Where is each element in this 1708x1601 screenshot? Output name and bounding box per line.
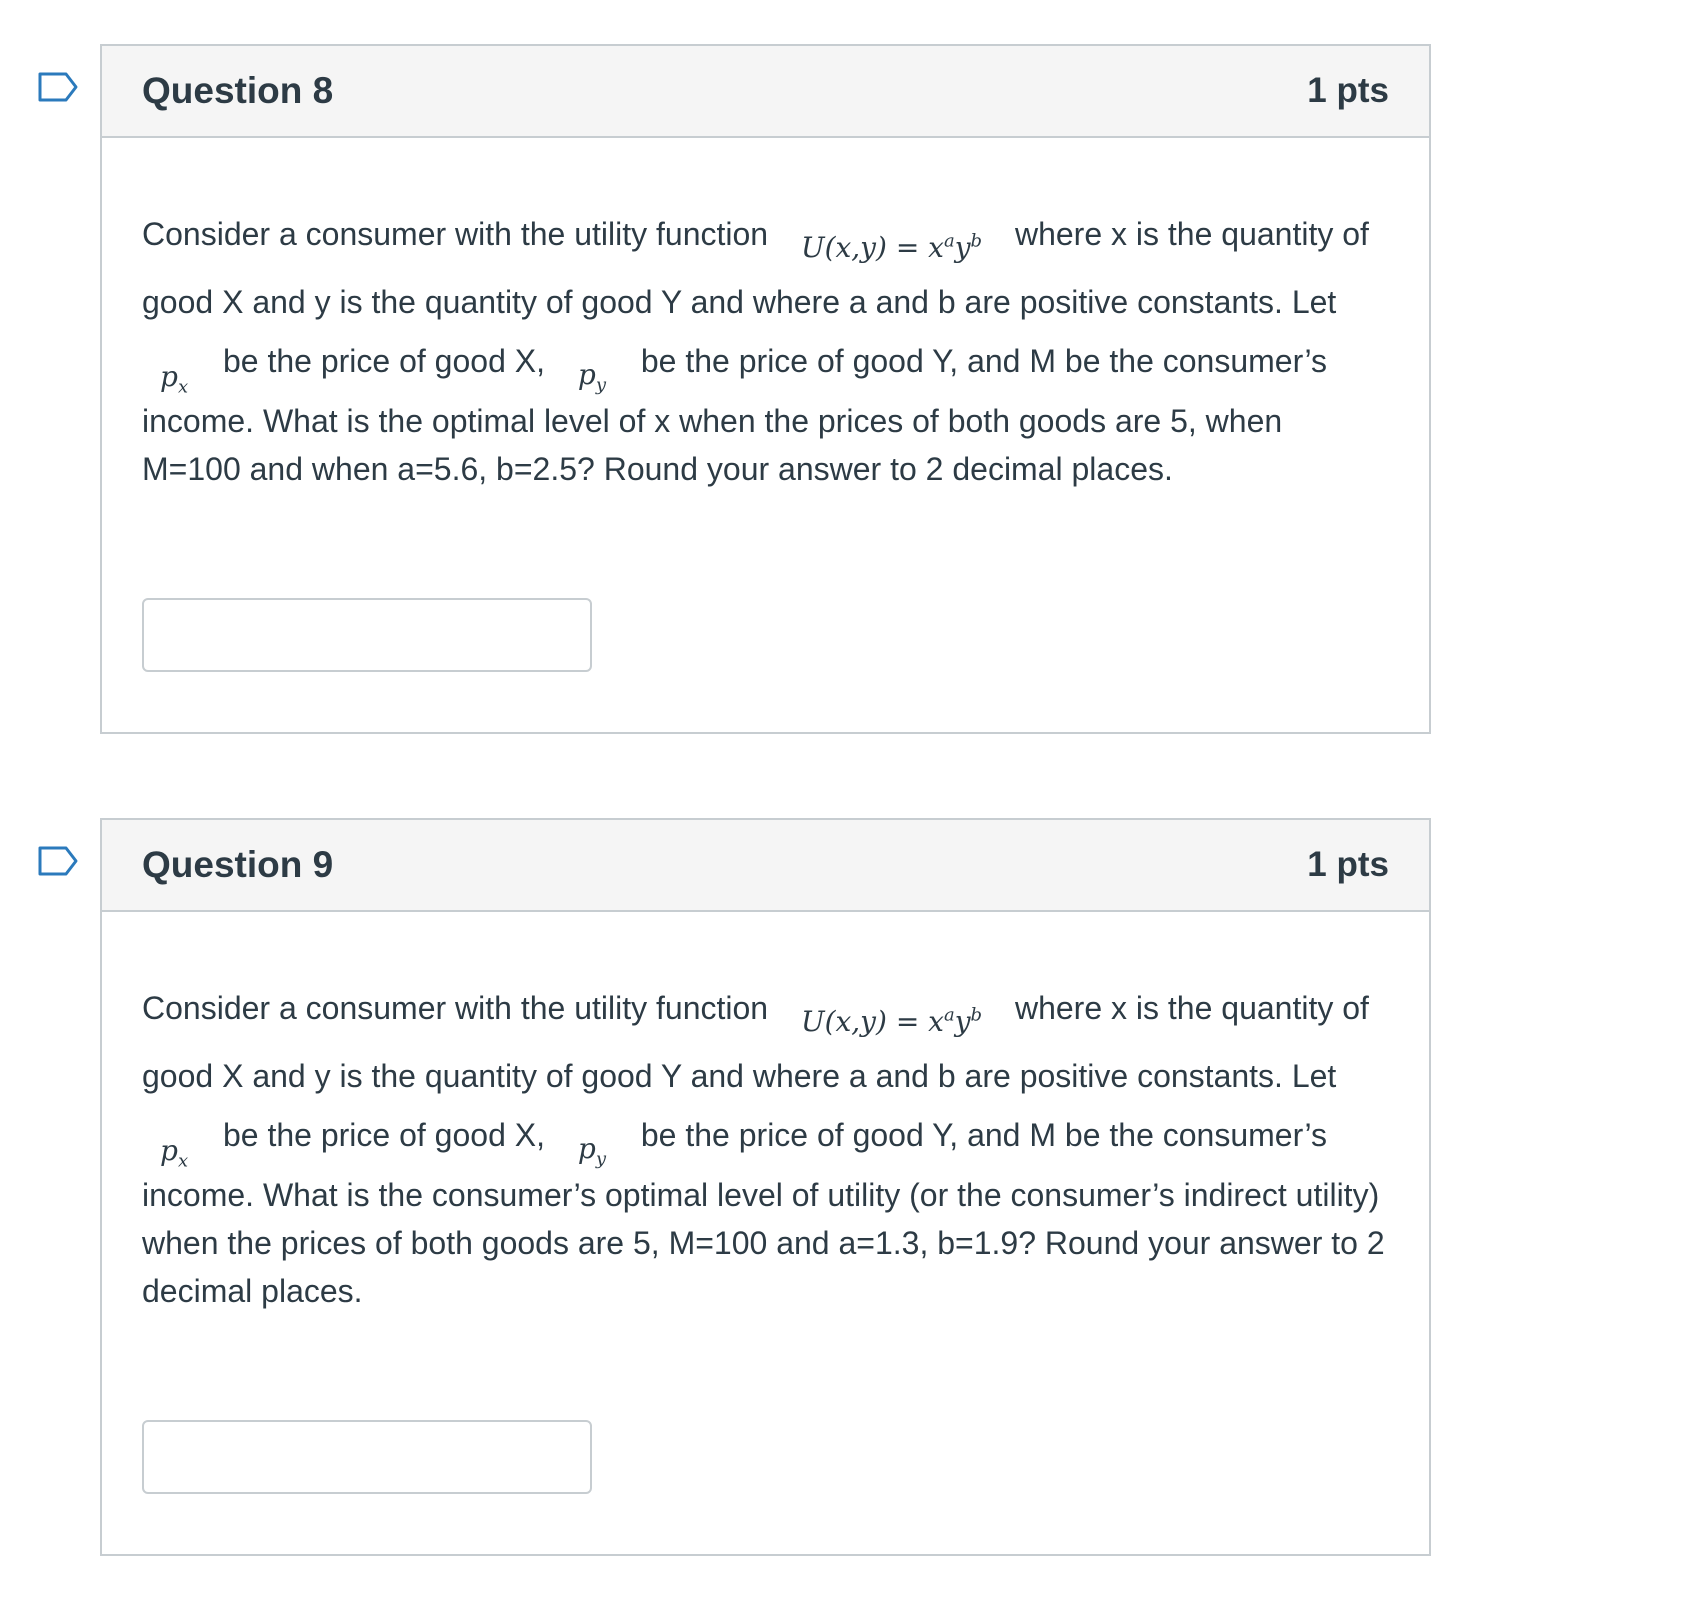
text-segment: be the price of good X,	[222, 1117, 545, 1153]
text-segment: be the price of good Y, and M be the consumer’s	[640, 343, 1327, 379]
text-line-4: income. What is the consumer’s optimal level of utility (or the consumer’s indirect utility)	[142, 1177, 1380, 1213]
flag-question-icon[interactable]	[38, 72, 78, 102]
price-y-symbol: $p_y$	[577, 1132, 606, 1170]
question-header	[102, 820, 1429, 912]
text-line-4: income. What is the optimal level of x when the prices of both goods are 5, when	[142, 403, 1283, 439]
question-points: 1 pts	[1307, 845, 1389, 884]
question-points: 1 pts	[1307, 71, 1389, 110]
text-line-6: decimal places.	[142, 1273, 363, 1309]
question-9	[100, 818, 1431, 1556]
text-segment: Consider a consumer with the utility function	[142, 990, 769, 1026]
text-line-2: good X and y is the quantity of good Y and where a and b are positive constants. Let	[142, 284, 1337, 320]
text-line-3	[142, 343, 1327, 398]
price-x-symbol: $p_x$	[160, 360, 189, 398]
flag-question-icon[interactable]	[38, 846, 78, 876]
text-line-5: M=100 and when a=5.6, b=2.5? Round your answer to 2 decimal places.	[142, 451, 1173, 487]
answer-input[interactable]	[142, 598, 592, 672]
question-title: Question 8	[142, 70, 334, 111]
text-segment: be the price of good Y, and M be the consumer’s	[640, 1117, 1327, 1153]
text-segment: where x is the quantity of	[1014, 216, 1369, 252]
answer-input[interactable]	[142, 1420, 592, 1494]
price-x-symbol: $p_x$	[160, 1134, 189, 1172]
text-line-3	[142, 1117, 1327, 1172]
price-y-symbol: $p_y$	[577, 358, 606, 396]
utility-equation: $U(x,y) = x^ay^b$	[800, 1004, 983, 1038]
text-line-2: good X and y is the quantity of good Y and where a and b are positive constants. Let	[142, 1058, 1337, 1094]
utility-equation: $U(x,y) = x^ay^b$	[800, 230, 983, 264]
text-line-5: when the prices of both goods are 5, M=100 and a=1.3, b=1.9? Round your answer to 2	[142, 1225, 1385, 1261]
question-8	[100, 44, 1431, 734]
question-header	[102, 46, 1429, 138]
text-segment: Consider a consumer with the utility function	[142, 216, 769, 252]
question-title: Question 9	[142, 844, 334, 885]
text-line-1	[142, 216, 1369, 264]
text-segment: be the price of good X,	[222, 343, 545, 379]
text-line-1	[142, 990, 1369, 1038]
text-segment: where x is the quantity of	[1014, 990, 1369, 1026]
